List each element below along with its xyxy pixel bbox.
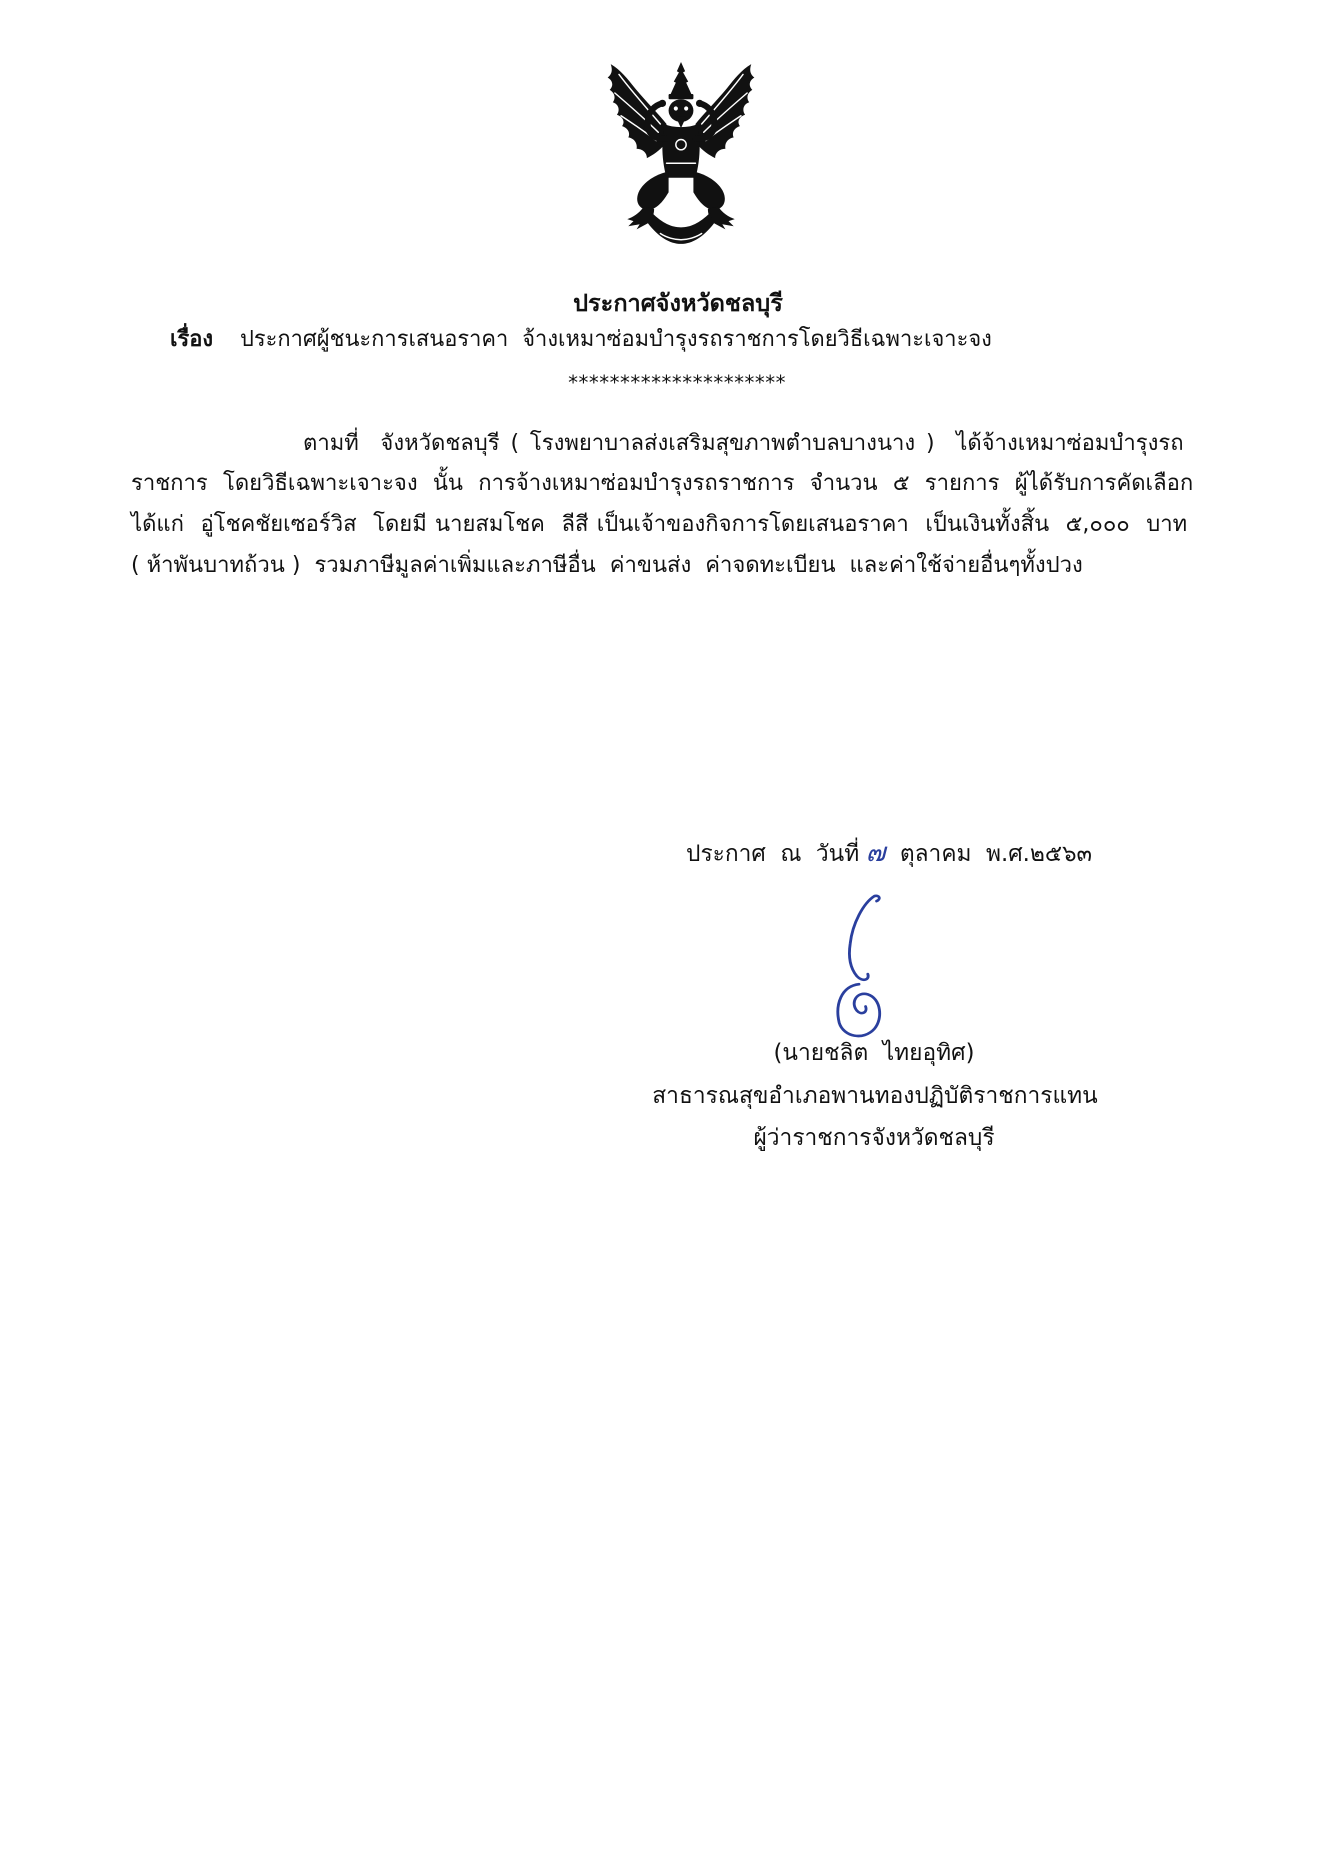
signatory-position [650, 1076, 1100, 1116]
emblem-left-hand [659, 100, 666, 107]
emblem-right-hand [696, 100, 703, 107]
signatory-name [764, 1033, 984, 1073]
emblem-legs [627, 172, 734, 230]
body-line-text: ได้แก่ อู่โชคชัยเซอร์วิส โดยมี นายสมโชค ลีสี เป็นเจ้าของกิจการโดยเสนอราคา เป็นเงินทั้งสิ้น ๕,๐๐๐ บาท [131, 512, 1188, 537]
date-month-year: ตุลาคม พ.ศ.๒๕๖๓ [899, 841, 1093, 867]
body-line-2 [131, 464, 1196, 504]
body-line-text: ตามที่ จังหวัดชลบุรี ( โรงพยาบาลส่งเสริมสุขภาพตำบลบางนาง ) ได้จ้างเหมาซ่อมบำรุงรถ [303, 431, 1184, 456]
emblem-crown [671, 62, 692, 94]
subject-label [170, 320, 236, 360]
announcement-title-text: ประกาศจังหวัดชลบุรี [573, 289, 783, 317]
subject-label-text: เรื่อง [170, 327, 214, 352]
separator-line [567, 363, 787, 403]
subject-text: ประกาศผู้ชนะการเสนอราคา จ้างเหมาซ่อมบำรุงรถราชการโดยวิธีเฉพาะเจาะจง [240, 327, 992, 352]
garuda-emblem [598, 62, 764, 248]
separator-stars: ********************* [568, 371, 786, 394]
handwritten-signature [826, 893, 892, 1045]
announcement-date [686, 833, 1104, 873]
signatory-on-behalf-of [744, 1118, 1004, 1158]
emblem-crown-band [669, 94, 694, 99]
date-prefix: ประกาศ ณ วันที่ [686, 841, 860, 867]
signatory-position-text: สาธารณสุขอำเภอพานทองปฏิบัติราชการแทน [652, 1083, 1098, 1109]
body-line-1 [303, 424, 1185, 464]
signature-stroke-upper [849, 896, 879, 980]
body-line-4 [131, 546, 1110, 586]
body-line-text: ( ห้าพันบาทถ้วน ) รวมภาษีมูลค่าเพิ่มและภาษีอื่น ค่าขนส่ง ค่าจดทะเบียน และค่าใช้จ่ายอื่นๆทั้งปวง [131, 553, 1083, 578]
announcement-title [572, 283, 784, 323]
signature-stroke-loop [838, 984, 880, 1036]
body-line-3 [131, 505, 1190, 545]
signatory-name-text: (นายชลิต ไทยอุทิศ) [773, 1040, 975, 1066]
subject-line [240, 320, 1000, 360]
body-line-text: ราชการ โดยวิธีเฉพาะเจาะจง นั้น การจ้างเหมาซ่อมบำรุงรถราชการ จำนวน ๕ รายการ ผู้ได้รับการคัดเลือก [131, 471, 1194, 496]
date-day-handwritten: ๗ [865, 838, 886, 868]
emblem-right-eye [684, 106, 688, 110]
signatory-on-behalf-of-text: ผู้ว่าราชการจังหวัดชลบุรี [753, 1125, 995, 1151]
emblem-left-eye [674, 106, 678, 110]
announcement-date-text [686, 838, 1093, 868]
emblem-torso [662, 124, 699, 178]
emblem-beak [676, 117, 686, 128]
